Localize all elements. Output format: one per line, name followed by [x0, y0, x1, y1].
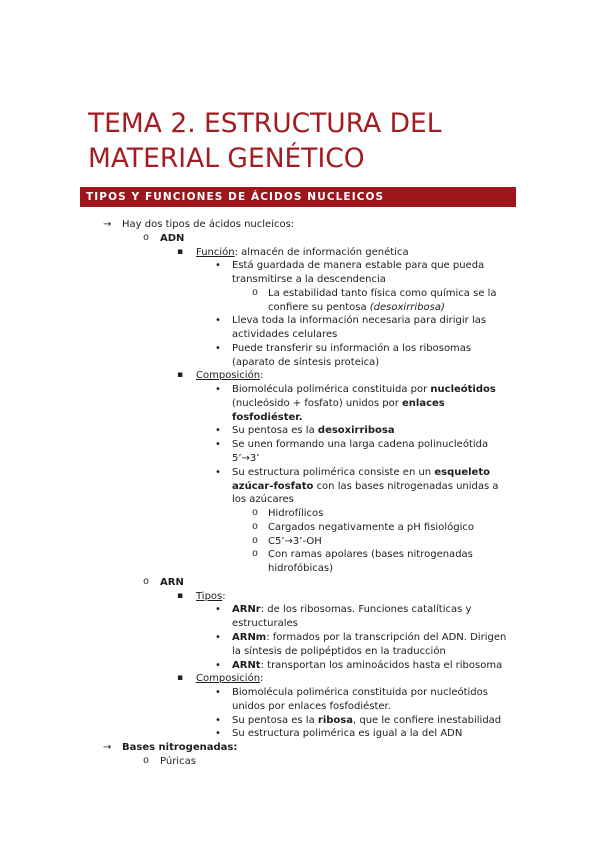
dot-bullet-icon: •: [215, 260, 221, 272]
circle-bullet-icon: o: [143, 232, 150, 244]
bases-section: [0, 741, 599, 769]
arn-comp-3-line: Su estructura polimérica es igual a la del ADN: [232, 728, 463, 740]
adn-comp-4-text-2: con las bases nitrogenadas unidas a: [316, 480, 499, 492]
list-item-arn-composicion: [0, 672, 599, 686]
adn-comp-2-bold: desoxirribosa: [317, 425, 395, 437]
list-item-funcion-1-sub: [0, 287, 599, 315]
puricas-text: Púricas: [160, 755, 196, 767]
arn-comp-2-rest: , que le confiere inestabilidad: [353, 714, 502, 726]
arn-comp-1-line-2: unidos por enlaces fosfodiéster.: [232, 700, 391, 712]
list-item-funcion-1: [0, 259, 599, 287]
adn-comp-4-bold-2: azúcar-fosfato: [232, 480, 314, 492]
adn-comp-4-sub-2-text: Cargados negativamente a pH fisiológico: [268, 521, 474, 533]
dot-bullet-icon: •: [215, 466, 221, 478]
arnr-text: : de los ribosomas. Funciones catalíticas y: [260, 604, 472, 616]
square-bullet-icon: ▪: [177, 370, 184, 381]
list-item-funcion-2: [0, 314, 599, 342]
arrow-bullet-icon: →: [103, 742, 112, 754]
adn-comp-4-line-1: [232, 466, 599, 480]
arn-tipos-colon: :: [222, 590, 226, 602]
funcion-2-line-1: Lleva toda la información necesaria para dirigir las: [232, 315, 487, 327]
adn-composicion-heading: Composición: [196, 370, 261, 382]
circle-bullet-icon: o: [143, 755, 150, 767]
arnm-text: : formados por la transcripción del ADN. Dirigen: [266, 631, 507, 643]
adn-comp-1-text-2: (nucleósido + fosfato) unidos por: [232, 397, 399, 409]
document-body: [0, 218, 599, 769]
adn-line: [160, 232, 599, 246]
adn-comp-2-text: Su pentosa es la: [232, 425, 315, 437]
adn-comp-4-text-1: Su estructura polimérica consiste en un: [232, 466, 432, 478]
list-item-adn-composicion: [0, 369, 599, 383]
funcion-1-line-2: transmitirse a la descendencia: [232, 274, 386, 286]
dot-bullet-icon: •: [215, 687, 221, 699]
dot-bullet-icon: •: [215, 659, 221, 671]
adn-comp-4-sub-4-line-1: Con ramas apolares (bases nitrogenadas: [268, 549, 473, 561]
dot-bullet-icon: •: [215, 315, 221, 327]
list-item-adn-comp-4-sub-4: [0, 548, 599, 576]
arnm-line-2: la síntesis de polipéptidos en la traducción: [232, 645, 446, 657]
square-bullet-icon: ▪: [177, 246, 184, 257]
funcion-1-sub-text: confiere su pentosa: [268, 301, 367, 313]
arnt-line-1: [232, 659, 599, 673]
list-item-adn-comp-4-sub-3: [0, 535, 599, 549]
adn-comp-4-bold-1: esqueleto: [434, 466, 490, 478]
adn-comp-4-line-2: [232, 480, 599, 494]
arnt-label: ARNt: [232, 659, 261, 671]
circle-bullet-icon: o: [252, 535, 259, 547]
arnr-label: ARNr: [232, 604, 261, 616]
list-item-arn-tipos: [0, 590, 599, 604]
list-item-adn-comp-4-sub-1: [0, 507, 599, 521]
list-item-arn: [0, 576, 599, 590]
adn-label: ADN: [160, 232, 185, 244]
intro-text: Hay dos tipos de ácidos nucleicos:: [122, 219, 295, 230]
adn-comp-3-line-2: 5’→3’: [232, 453, 260, 465]
funcion-3-line-2: (aparato de síntesis proteica): [232, 356, 380, 368]
list-item-adn-comp-4-sub-2: [0, 521, 599, 535]
funcion-2-line-2: actividades celulares: [232, 329, 338, 341]
funcion-1-sub-line-2: [268, 301, 599, 315]
list-item-puricas: [0, 755, 599, 769]
arn-comp-2-bold: ribosa: [317, 714, 353, 726]
adn-comp-1-text-1: Biomolécula polimérica constituida por: [232, 384, 428, 396]
adn-comp-1-line-3: [232, 411, 599, 425]
funcion-1-sub-line-1: La estabilidad tanto física como química se la: [268, 287, 497, 299]
dot-bullet-icon: •: [215, 439, 221, 451]
adn-section: [0, 232, 599, 576]
arn-composicion-heading: Composición: [196, 673, 261, 685]
list-item-adn-composicion-2: [0, 424, 599, 438]
dot-bullet-icon: •: [215, 425, 221, 437]
adn-comp-4-sub-3-text: C5’→3’-OH: [268, 535, 322, 547]
adn-funcion-text: : almacén de información genética: [234, 246, 409, 258]
adn-comp-1-bold-3: fosfodiéster.: [232, 411, 303, 423]
adn-comp-1-line-1: [232, 383, 599, 397]
arn-composicion-colon: :: [260, 673, 264, 685]
arn-composicion-line: [196, 672, 599, 686]
list-item-arnt: [0, 659, 599, 673]
list-item-adn: [0, 232, 599, 246]
arn-line: [160, 576, 599, 590]
dot-bullet-icon: •: [215, 714, 221, 726]
list-item-arnm: [0, 631, 599, 659]
list-item-arn-composicion-2: [0, 714, 599, 728]
dot-bullet-icon: •: [215, 604, 221, 616]
adn-comp-4-sub-4-line-2: hidrofóbicas): [268, 563, 333, 575]
page-title: [88, 106, 442, 176]
arn-comp-2-line: [232, 714, 599, 728]
list-item-adn-funcion: [0, 246, 599, 260]
section-heading: TIPOS Y FUNCIONES DE ÁCIDOS NUCLEICOS: [86, 191, 385, 203]
arn-section: [0, 576, 599, 741]
arnm-label: ARNm: [232, 631, 267, 643]
dot-bullet-icon: •: [215, 342, 221, 354]
title-line-2: MATERIAL GENÉTICO: [88, 143, 365, 174]
list-item-adn-composicion-1: [0, 383, 599, 424]
funcion-1-line-1: Está guardada de manera estable para que pueda: [232, 260, 485, 272]
adn-comp-1-bold-2: enlaces: [402, 397, 445, 409]
circle-bullet-icon: o: [252, 549, 259, 561]
bases-label: Bases nitrogenadas:: [122, 742, 238, 754]
list-item-arnr: [0, 603, 599, 631]
square-bullet-icon: ▪: [177, 673, 184, 684]
adn-comp-4-line-3: los azúcares: [232, 494, 294, 506]
square-bullet-icon: ▪: [177, 590, 184, 601]
list-item-arn-composicion-3: [0, 727, 599, 741]
adn-composicion-colon: :: [260, 370, 264, 382]
arn-label: ARN: [160, 576, 184, 588]
arrow-bullet-icon: →: [103, 219, 112, 230]
arnr-line-1: [232, 603, 599, 617]
adn-composicion-line: [196, 369, 599, 383]
adn-comp-1-bold-1: nucleótidos: [430, 384, 496, 396]
arn-comp-2-text: Su pentosa es la: [232, 714, 315, 726]
funcion-3-line-1: Puede transferir su información a los ribosomas: [232, 342, 472, 354]
list-item-arn-composicion-1: [0, 686, 599, 714]
circle-bullet-icon: o: [252, 521, 259, 533]
adn-funcion-line: [196, 246, 599, 260]
arnm-line-1: [232, 631, 599, 645]
arnt-text: : transportan los aminoácidos hasta el ribosoma: [260, 659, 503, 671]
section-heading-banner: [80, 187, 516, 207]
adn-comp-1-line-2: [232, 397, 599, 411]
adn-comp-4-sub-1-text: Hidrofílicos: [268, 508, 324, 520]
list-item-bases: [0, 741, 599, 755]
arn-comp-1-line-1: Biomolécula polimérica constituida por nucleótidos: [232, 687, 488, 699]
dot-bullet-icon: •: [215, 728, 221, 740]
funcion-1-sub-italic: (desoxirribosa): [369, 301, 445, 313]
arnr-line-2: estructurales: [232, 618, 298, 630]
list-item-funcion-3: [0, 342, 599, 370]
list-item-adn-composicion-4: [0, 466, 599, 507]
circle-bullet-icon: o: [143, 576, 150, 588]
list-item-adn-composicion-3: [0, 438, 599, 466]
circle-bullet-icon: o: [252, 508, 259, 520]
title-line-1: TEMA 2. ESTRUCTURA DEL: [88, 108, 442, 139]
dot-bullet-icon: •: [215, 631, 221, 643]
adn-comp-2-line: [232, 424, 599, 438]
arn-tipos-line: [196, 590, 599, 604]
circle-bullet-icon: o: [252, 287, 259, 299]
dot-bullet-icon: •: [215, 384, 221, 396]
bases-line: [122, 741, 599, 755]
list-item-intro: [0, 218, 599, 232]
arn-tipos-heading: Tipos: [196, 590, 223, 602]
adn-funcion-heading: Función: [196, 246, 235, 258]
adn-comp-3-line-1: Se unen formando una larga cadena polinucleótida: [232, 439, 489, 451]
